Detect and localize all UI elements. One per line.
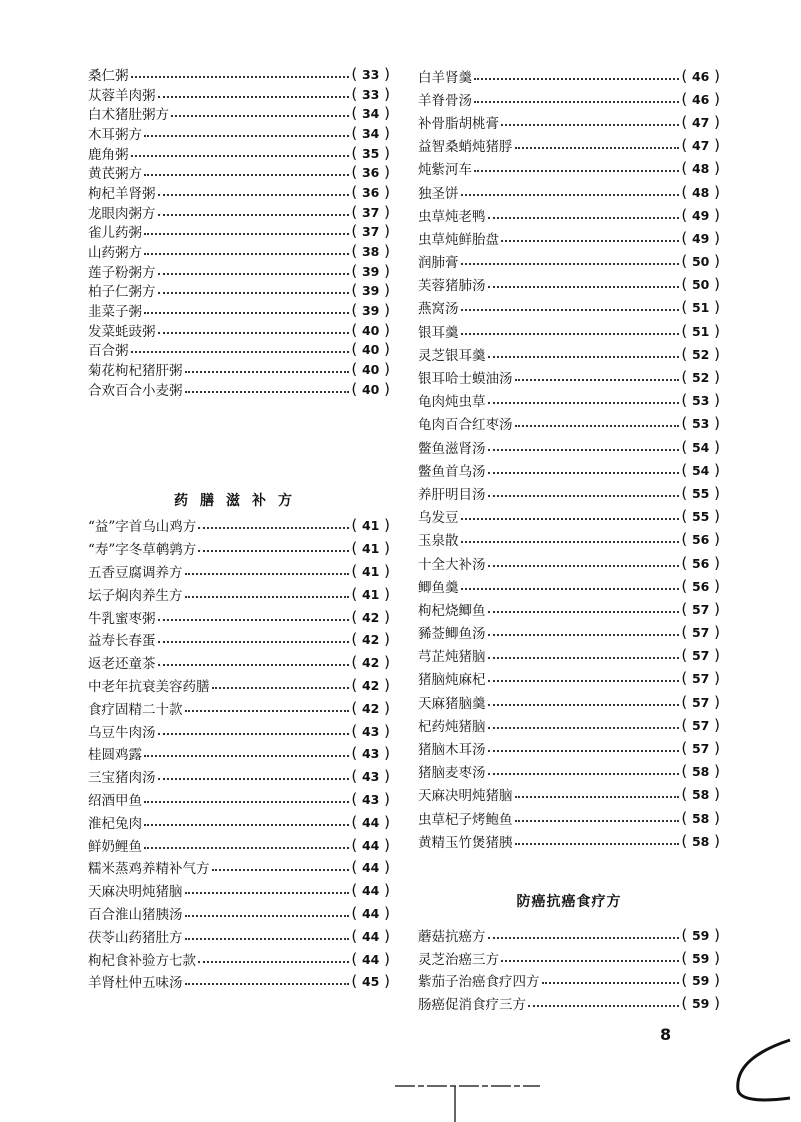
entry-page: ( 40 )	[351, 380, 390, 398]
entry-title: 益智桑蛸炖猪脬	[418, 139, 513, 156]
entry-page: ( 54 )	[681, 461, 720, 479]
entry-title: 枸杞食补验方七款	[88, 952, 196, 969]
entry-page: ( 45 )	[351, 972, 390, 990]
entry-title: 羊肾杜仲五味汤	[88, 975, 183, 992]
entry-title: 五香豆腐调养方	[88, 564, 183, 581]
entry-page: ( 38 )	[351, 242, 390, 260]
entry-page: ( 50 )	[681, 252, 720, 270]
entry-page: ( 59 )	[681, 994, 720, 1012]
entry-title: 芎芷炖猪脑	[418, 649, 486, 666]
entry-page: ( 57 )	[681, 600, 720, 618]
entry-page: ( 44 )	[351, 858, 390, 876]
entry-title: 龟肉炖虫草	[418, 394, 486, 411]
entry-page: ( 44 )	[351, 950, 390, 968]
entry-page: ( 41 )	[351, 562, 390, 580]
entry-title: 猪脑炖麻杞	[418, 672, 486, 689]
entry-page: ( 41 )	[351, 585, 390, 603]
entry-title: 桑仁粥	[88, 67, 129, 84]
entry-title: 养肝明目汤	[418, 486, 486, 503]
entry-page: ( 39 )	[351, 262, 390, 280]
entry-title: 雀儿药粥	[88, 225, 142, 242]
entry-title: 牛乳蜜枣粥	[88, 610, 156, 627]
entry-page: ( 52 )	[681, 345, 720, 363]
entry-page: ( 40 )	[351, 340, 390, 358]
entry-title: 益寿长春蛋	[88, 633, 156, 650]
entry-title: 柏子仁粥方	[88, 284, 156, 301]
entry-title: 茯苓山药猪肚方	[88, 929, 183, 946]
entry-page: ( 50 )	[681, 275, 720, 293]
entry-title: 十全大补汤	[418, 556, 486, 573]
section-heading-anticancer-recipes: 防癌抗癌食疗方	[516, 894, 622, 910]
entry-page: ( 53 )	[681, 414, 720, 432]
entry-title: 鳖鱼滋肾汤	[418, 440, 486, 457]
entry-page: ( 42 )	[351, 676, 390, 694]
entry-page: ( 57 )	[681, 716, 720, 734]
entry-title: 灵芝治癌三方	[418, 951, 499, 968]
entry-title: 百合淮山猪胰汤	[88, 906, 183, 923]
entry-title: 虫草杞子烤鲍鱼	[418, 811, 513, 828]
entry-page: ( 49 )	[681, 206, 720, 224]
entry-title: 龙眼肉粥方	[88, 205, 156, 222]
entry-page: ( 49 )	[681, 229, 720, 247]
entry-page: ( 44 )	[351, 813, 390, 831]
entry-page: ( 57 )	[681, 693, 720, 711]
entry-page: ( 41 )	[351, 516, 390, 534]
entry-page: ( 43 )	[351, 744, 390, 762]
entry-title: 韭菜子粥	[88, 304, 142, 321]
entry-title: 猪脑麦枣汤	[418, 765, 486, 782]
entry-page: ( 47 )	[681, 113, 720, 131]
entry-title: 白术猪肚粥方	[88, 107, 169, 124]
entry-page: ( 34 )	[351, 124, 390, 142]
entry-title: 乌豆牛肉汤	[88, 724, 156, 741]
entry-title: 杞药炖猪脑	[418, 718, 486, 735]
entry-title: 乌发豆	[418, 510, 459, 527]
pen-stroke-mark	[738, 1040, 790, 1100]
page-number: 8	[660, 1025, 672, 1044]
entry-page: ( 39 )	[351, 301, 390, 319]
entry-page: ( 42 )	[351, 630, 390, 648]
entry-page: ( 46 )	[681, 67, 720, 85]
entry-page: ( 47 )	[681, 136, 720, 154]
entry-title: 蘑菇抗癌方	[418, 929, 486, 946]
entry-title: 枸杞烧鲫鱼	[418, 602, 486, 619]
entry-title: 独圣饼	[418, 185, 459, 202]
entry-page: ( 43 )	[351, 790, 390, 808]
entry-page: ( 43 )	[351, 722, 390, 740]
entry-title: “寿”字冬草鹌鹑方	[88, 542, 197, 559]
entry-title: 白羊肾羹	[418, 69, 472, 86]
entry-page: ( 35 )	[351, 144, 390, 162]
entry-page: ( 58 )	[681, 762, 720, 780]
entry-page: ( 44 )	[351, 836, 390, 854]
entry-page: ( 43 )	[351, 767, 390, 785]
entry-title: 羊脊骨汤	[418, 92, 472, 109]
entry-title: 银耳羹	[418, 324, 459, 341]
entry-page: ( 44 )	[351, 881, 390, 899]
entry-page: ( 33 )	[351, 85, 390, 103]
entry-page: ( 51 )	[681, 298, 720, 316]
entry-title: 鲫鱼羹	[418, 579, 459, 596]
entry-title: 枸杞羊肾粥	[88, 185, 156, 202]
entry-title: 返老还童茶	[88, 656, 156, 673]
entry-title: 补骨脂胡桃膏	[418, 115, 499, 132]
entry-page: ( 52 )	[681, 368, 720, 386]
entry-page: ( 42 )	[351, 653, 390, 671]
entry-title: 黄精玉竹煲猪胰	[418, 834, 513, 851]
entry-title: 鳖鱼首乌汤	[418, 463, 486, 480]
entry-title: 苁蓉羊肉粥	[88, 87, 156, 104]
entry-page: ( 40 )	[351, 321, 390, 339]
entry-page: ( 59 )	[681, 971, 720, 989]
entry-page: ( 55 )	[681, 484, 720, 502]
entry-title: 绍酒甲鱼	[88, 792, 142, 809]
entry-title: 三宝猪肉汤	[88, 770, 156, 787]
entry-title: 莲子粉粥方	[88, 264, 156, 281]
entry-page: ( 34 )	[351, 104, 390, 122]
entry-title: 猪脑木耳汤	[418, 742, 486, 759]
entry-title: 虫草炖老鸭	[418, 208, 486, 225]
entry-page: ( 53 )	[681, 391, 720, 409]
entry-title: 燕窝汤	[418, 301, 459, 318]
entry-title: 桂圆鸡露	[88, 747, 142, 764]
entry-page: ( 41 )	[351, 539, 390, 557]
entry-title: 鲜奶鲤鱼	[88, 838, 142, 855]
entry-page: ( 39 )	[351, 281, 390, 299]
entry-title: 木耳粥方	[88, 126, 142, 143]
entry-title: 发菜蚝豉粥	[88, 323, 156, 340]
entry-title: 食疗固精二十款	[88, 701, 183, 718]
entry-page: ( 57 )	[681, 739, 720, 757]
entry-page: ( 55 )	[681, 507, 720, 525]
entry-page: ( 58 )	[681, 809, 720, 827]
entry-title: 淮杞兔肉	[88, 815, 142, 832]
entry-title: 坛子焖肉养生方	[88, 587, 183, 604]
entry-title: 天麻决明炖猪脑	[88, 884, 183, 901]
entry-title: 银耳哈士蟆油汤	[418, 371, 513, 388]
entry-page: ( 42 )	[351, 608, 390, 626]
entry-page: ( 57 )	[681, 646, 720, 664]
entry-title: 糯米蒸鸡养精补气方	[88, 861, 210, 878]
entry-page: ( 48 )	[681, 183, 720, 201]
entry-page: ( 56 )	[681, 554, 720, 572]
entry-title: “益”字首乌山鸡方	[88, 519, 197, 536]
entry-page: ( 58 )	[681, 832, 720, 850]
entry-page: ( 56 )	[681, 530, 720, 548]
entry-title: 菊花枸杞猪肝粥	[88, 363, 183, 380]
entry-title: 芙蓉猪肺汤	[418, 278, 486, 295]
entry-page: ( 58 )	[681, 785, 720, 803]
entry-page: ( 44 )	[351, 927, 390, 945]
entry-page: ( 59 )	[681, 926, 720, 944]
entry-title: 玉泉散	[418, 533, 459, 550]
entry-page: ( 56 )	[681, 577, 720, 595]
entry-title: 中老年抗衰美容药膳	[88, 678, 210, 695]
entry-title: 天麻猪脑羹	[418, 695, 486, 712]
entry-page: ( 37 )	[351, 222, 390, 240]
entry-page: ( 42 )	[351, 699, 390, 717]
entry-title: 灵芝银耳羹	[418, 347, 486, 364]
entry-page: ( 51 )	[681, 322, 720, 340]
entry-title: 天麻决明炖猪脑	[418, 788, 513, 805]
entry-title: 虫草炖鲜胎盘	[418, 231, 499, 248]
entry-page: ( 46 )	[681, 90, 720, 108]
entry-title: 黄芪粥方	[88, 166, 142, 183]
section-heading-tonic-recipes: 药膳滋补方	[174, 493, 304, 509]
entry-title: 百合粥	[88, 343, 129, 360]
entry-page: ( 40 )	[351, 360, 390, 378]
entry-page: ( 48 )	[681, 159, 720, 177]
entry-page: ( 36 )	[351, 163, 390, 181]
entry-page: ( 36 )	[351, 183, 390, 201]
entry-page: ( 44 )	[351, 904, 390, 922]
entry-page: ( 54 )	[681, 438, 720, 456]
entry-page: ( 57 )	[681, 669, 720, 687]
entry-title: 鹿角粥	[88, 146, 129, 163]
entry-page: ( 37 )	[351, 203, 390, 221]
entry-title: 豨莶鲫鱼汤	[418, 626, 486, 643]
entry-title: 炖紫河车	[418, 162, 472, 179]
entry-title: 合欢百合小麦粥	[88, 382, 183, 399]
entry-page: ( 33 )	[351, 65, 390, 83]
entry-title: 肠癌促消食疗三方	[418, 996, 526, 1013]
entry-page: ( 59 )	[681, 949, 720, 967]
entry-title: 龟肉百合红枣汤	[418, 417, 513, 434]
entry-title: 山药粥方	[88, 245, 142, 262]
entry-title: 紫茄子治癌食疗四方	[418, 974, 540, 991]
entry-page: ( 57 )	[681, 623, 720, 641]
entry-title: 润肺膏	[418, 255, 459, 272]
